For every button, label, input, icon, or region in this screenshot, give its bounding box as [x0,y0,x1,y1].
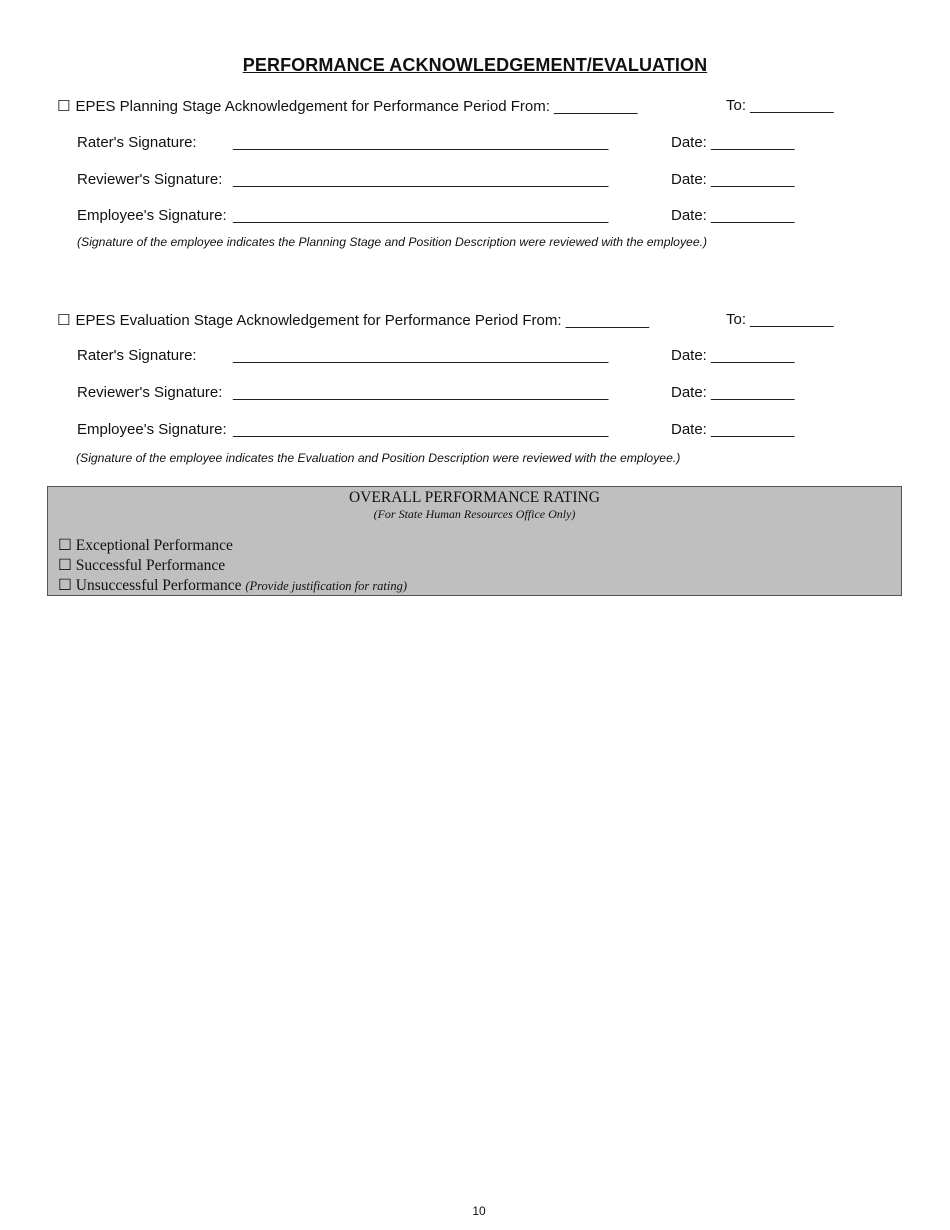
planning-employee-signature-line[interactable]: _____________________________________________ [233,207,609,224]
planning-employee-signature-label: Employee's Signature: [77,207,227,224]
rating-option-exceptional [58,536,233,555]
rating-exceptional-checkbox[interactable]: ☐ [58,537,72,554]
rating-unsuccessful-label: Unsuccessful Performance [75,577,242,594]
planning-signature-note: (Signature of the employee indicates the Planning Stage and Position Description were reviewed with the employee.) [77,235,708,249]
planning-rater-signature-line[interactable]: _____________________________________________ [233,134,609,151]
evaluation-rater-date-field[interactable]: Date: __________ [671,347,795,364]
planning-stage-checkbox-row [57,97,637,115]
evaluation-reviewer-date-field[interactable]: Date: __________ [671,384,795,401]
planning-rater-signature-label: Rater's Signature: [77,134,197,151]
rating-successful-checkbox[interactable]: ☐ [58,557,72,574]
rating-justification-note: (Provide justification for rating) [245,579,408,593]
page-title: PERFORMANCE ACKNOWLEDGEMENT/EVALUATION [242,55,708,75]
overall-rating-box [47,486,902,596]
evaluation-employee-signature-label: Employee's Signature: [77,421,227,438]
overall-rating-title: OVERALL PERFORMANCE RATING [349,489,600,506]
planning-reviewer-signature-line[interactable]: _____________________________________________ [233,171,609,188]
planning-period-to-field[interactable]: To: __________ [726,97,834,114]
planning-stage-heading: EPES Planning Stage Acknowledgement for Performance Period From: __________ [75,98,638,115]
evaluation-employee-signature-line[interactable]: _____________________________________________ [233,421,609,438]
planning-reviewer-signature-label: Reviewer's Signature: [77,171,223,188]
evaluation-reviewer-signature-label: Reviewer's Signature: [77,384,223,401]
evaluation-period-to-field[interactable]: To: __________ [726,311,834,328]
evaluation-reviewer-signature-line[interactable]: _____________________________________________ [233,384,609,401]
evaluation-employee-date-field[interactable]: Date: __________ [671,421,795,438]
evaluation-stage-heading: EPES Evaluation Stage Acknowledgement for Performance Period From: __________ [75,312,650,329]
rating-unsuccessful-checkbox[interactable]: ☐ [58,577,72,594]
evaluation-rater-signature-line[interactable]: _____________________________________________ [233,347,609,364]
planning-reviewer-date-field[interactable]: Date: __________ [671,171,795,188]
page-number: 10 [472,1204,486,1218]
evaluation-stage-checkbox-row [57,311,649,329]
rating-exceptional-label: Exceptional Performance [75,537,233,554]
rating-successful-label: Successful Performance [75,557,226,574]
evaluation-rater-signature-label: Rater's Signature: [77,347,197,364]
rating-option-unsuccessful [58,576,407,595]
rating-option-successful [58,556,225,575]
planning-employee-date-field[interactable]: Date: __________ [671,207,795,224]
overall-rating-subtitle: (For State Human Resources Office Only) [373,507,576,521]
evaluation-signature-note: (Signature of the employee indicates the Evaluation and Position Description were reviewed with the employee.) [76,451,681,465]
planning-stage-checkbox[interactable]: ☐ [57,98,71,115]
planning-rater-date-field[interactable]: Date: __________ [671,134,795,151]
evaluation-stage-checkbox[interactable]: ☐ [57,312,71,329]
